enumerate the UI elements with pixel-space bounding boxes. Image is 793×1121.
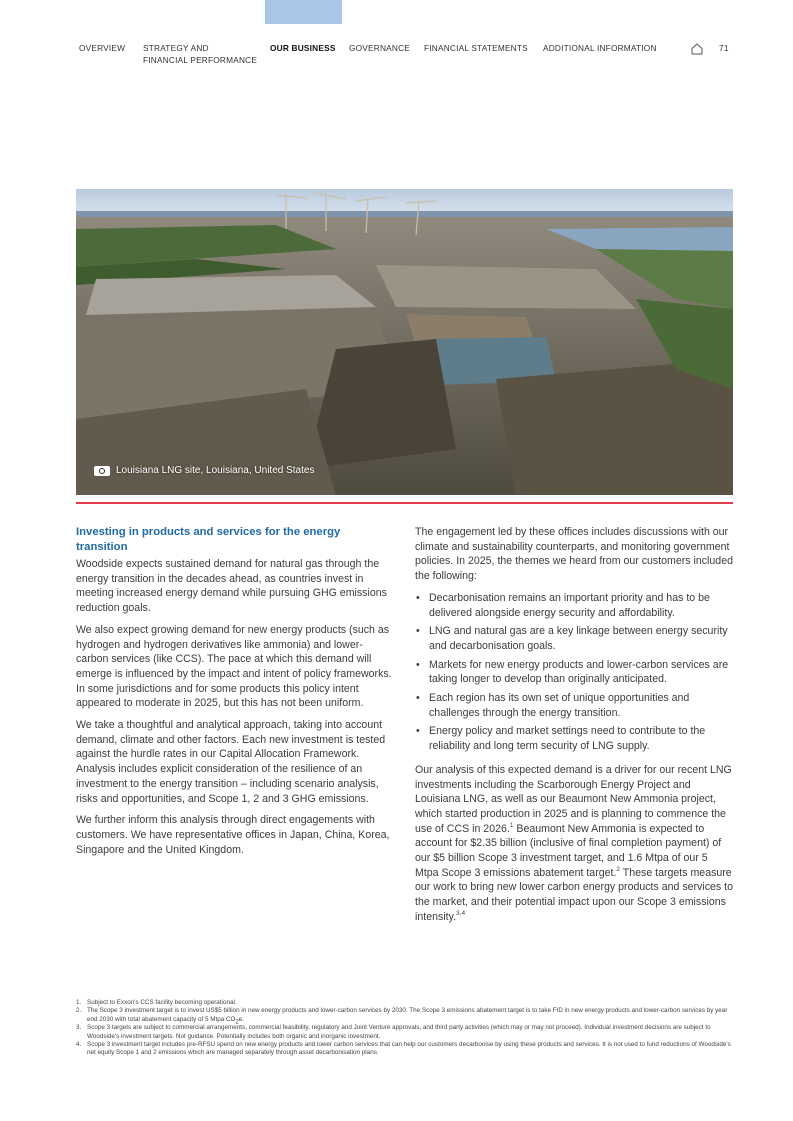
- top-navigation: [0, 43, 793, 73]
- footnote-number: 2.: [76, 1007, 82, 1015]
- paragraph-engagements: We further inform this analysis through direct engagements with customers. We have representative offices in Japan, China, Korea, Singapore and the United Kingdom.: [76, 814, 390, 856]
- paragraph-analysis: [415, 763, 733, 925]
- customer-themes-list: [415, 591, 733, 754]
- nav-strategy-and-financial-performance[interactable]: [143, 43, 257, 66]
- footnote-2-subscript: 2: [235, 1019, 239, 1026]
- nav-overview[interactable]: OVERVIEW: [79, 43, 126, 53]
- right-column: [415, 525, 733, 932]
- footnote-ref-1[interactable]: 1: [509, 821, 514, 829]
- paragraph-analytical-approach: We take a thoughtful and analytical approach, taking into account demand, climate and other factors. Each new investment is tested against the hurdle rates in our Capital Allocation Framework. Analysis includes explicit consideration of the resilience of an investment to the energy transition – including scenario analysis, risks and opportunities, and Scope 1, 2 and 3 GHG emissions.: [76, 719, 386, 805]
- footnote-text: Scope 3 investment target includes pre-RFSU spend on new energy products and lower carbon services that can help our customers decarbonise by using these products and services. It is not used to fund reductions of Woodside's net equity Scope 1 and 2 emissions which are managed separately through asset decarbonisation plans.: [87, 1041, 731, 1057]
- home-icon[interactable]: [691, 43, 703, 55]
- page-number: 71: [719, 43, 729, 53]
- left-column: [76, 525, 392, 864]
- analysis-text-a: Our analysis of this expected demand is a driver for our recent LNG investments including the Scarborough Energy Project and Louisiana LNG, as well as our Beaumont New Ammonia project, which started production in 2025 and is planning to commence the use of CCS in 2026.: [415, 763, 732, 835]
- analysis-text-b: Beaumont New Ammonia is expected to account for $2.35 billion (inclusive of final completion payment) of our $5 billion Scope 3 investment target, and 1.6 Mtpa of our 5 Mtpa Scope 3 emissions abatement target.: [415, 822, 722, 879]
- footnote-ref-2[interactable]: 2: [616, 865, 621, 873]
- footnote-3: [76, 1024, 736, 1041]
- list-item: • Decarbonisation remains an important priority and has to be delivered alongside energy security and affordability.: [415, 591, 733, 620]
- section-heading: Investing in products and services for the energy transition: [76, 526, 341, 553]
- photo-caption-text: Louisiana LNG site, Louisiana, United States: [116, 465, 315, 476]
- analysis-text-c: These targets measure our work to bring new lower carbon energy products and services to the market, and their potential impact upon our Scope 3 emissions intensity.: [415, 866, 733, 923]
- nav-strategy-line1: STRATEGY AND: [143, 43, 209, 53]
- footnote-ref-3-4[interactable]: 3,4: [456, 909, 466, 917]
- list-item: • Markets for new energy products and lower-carbon services are taking longer to develop than originally anticipated.: [415, 658, 733, 687]
- footnote-number: 1.: [76, 999, 82, 1006]
- list-item: • Each region has its own set of unique opportunities and challenges through the energy transition.: [415, 691, 733, 720]
- nav-strategy-line2: FINANCIAL PERFORMANCE: [143, 54, 258, 65]
- footnote-text: Scope 3 targets are subject to commercial arrangements, commercial feasibility, regulatory and Joint Venture approvals, and third party activities (which may or may not proceed). Individual investment decisions are subject to Woodside's investment targets. Not guidance. Potentially includes both organic and inorganic investment.: [87, 1024, 711, 1040]
- nav-additional-information[interactable]: ADDITIONAL INFORMATION: [543, 43, 657, 53]
- photo-caption: [94, 465, 314, 476]
- paragraph-demand: Woodside expects sustained demand for natural gas through the energy transition in the decades ahead, as countries invest in meeting increased energy demand while pursuing GHG emissions reduction goals.: [76, 558, 387, 615]
- footnote-number: 3.: [76, 1024, 82, 1032]
- footnote-number: 4.: [76, 1041, 82, 1049]
- footnote-2-tail: e.: [238, 1015, 245, 1023]
- footnote-2: [76, 1007, 736, 1024]
- paragraph-new-energy: We also expect growing demand for new energy products (such as hydrogen and hydrogen derivatives like ammonia) and lower-carbon services (like CCS). The pace at which this demand will emerge is influenced by the impact and intent of policy frameworks. In some jurisdictions and for some products this policy intent appeared to moderate in 2025, but this has not been uniform.: [76, 623, 392, 710]
- hero-photo: [76, 189, 733, 495]
- list-item: • Energy policy and market settings need to contribute to the reliability and long term security of LNG supply.: [415, 724, 733, 753]
- footnote-text: Subject to Exxon's CCS facility becoming operational.: [87, 999, 237, 1006]
- construction-site-illustration: [76, 189, 733, 495]
- footnote-1: [76, 999, 736, 1007]
- footnote-2-body: The Scope 3 investment target is to invest US$5 billion in new energy products and lower-carbon services by 2030. The Scope 3 emissions abatement target is to take FID in new energy products and lower-carbon services by year end 2030 with total abatement capacity of 5 Mtpa CO: [87, 1007, 728, 1023]
- footnotes: [76, 999, 736, 1058]
- nav-our-business[interactable]: OUR BUSINESS: [270, 43, 336, 53]
- section-divider: [76, 502, 733, 504]
- footnote-text: [87, 1007, 736, 1024]
- paragraph-engagement-intro: The engagement led by these offices includes discussions with our climate and sustainability counterparts, and monitoring government policies. In 2025, the themes we heard from our customers included the following:: [415, 526, 733, 583]
- camera-icon: [94, 466, 110, 476]
- active-section-tab-marker: [265, 0, 342, 24]
- nav-governance[interactable]: GOVERNANCE: [349, 43, 411, 53]
- nav-financial-statements[interactable]: FINANCIAL STATEMENTS: [424, 43, 528, 53]
- list-item: • LNG and natural gas are a key linkage between energy security and decarbonisation goals.: [415, 624, 733, 653]
- footnote-4: [76, 1041, 736, 1058]
